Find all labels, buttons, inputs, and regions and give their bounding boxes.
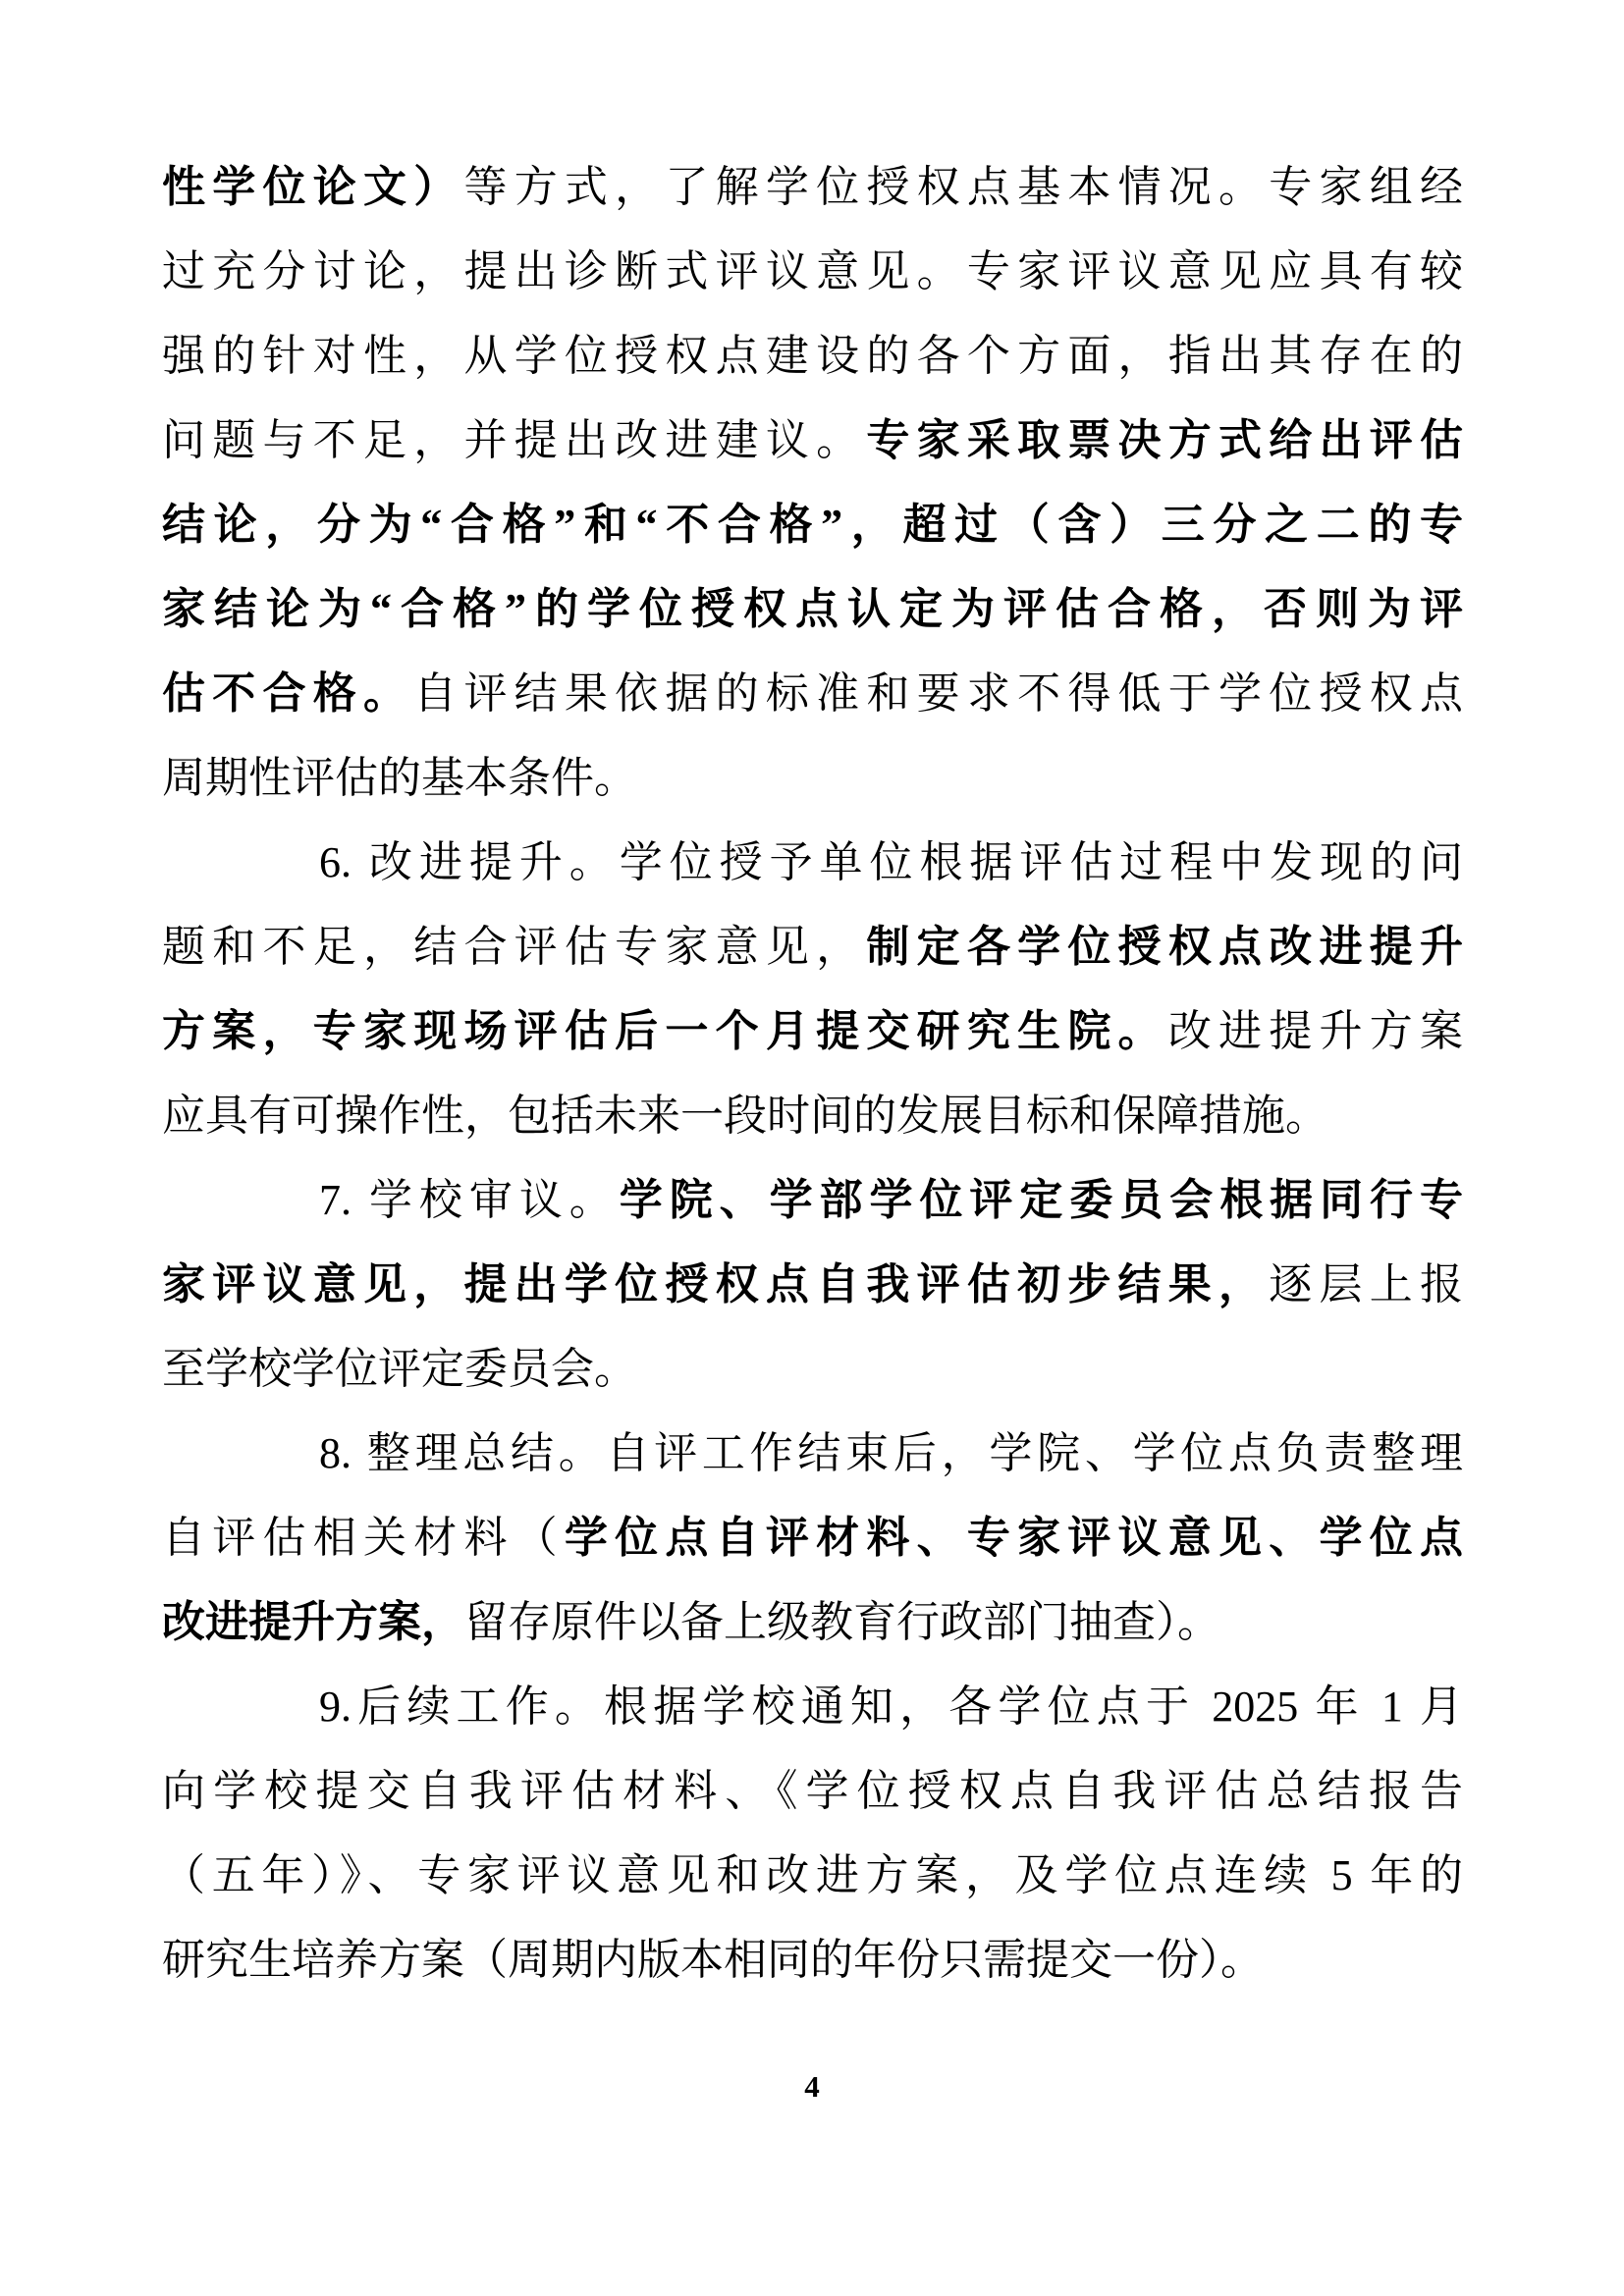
text-run: 结论，分为“合格”和“不合格”，超过（含）三分之二的专 [162,501,1463,549]
text-run: 专家采取票决方式给出评估 [866,416,1463,464]
text-run: 自评结果依据的标准和要求不得低于学位授权点 [413,669,1463,718]
text-line [162,821,1463,905]
text-run: 周期性评估的基本条件。 [162,754,637,802]
text-run: 改进提升方案， [162,1598,464,1646]
text-run: 家评议意见，提出学位授权点自我评估初步结果， [162,1260,1270,1308]
text-run: 学位点自评材料、专家评议意见、学位点 [564,1514,1463,1562]
text-run: 改进提升方案 [1167,1007,1463,1055]
text-line [162,652,1463,736]
text-run: 6. 改进提升。学位授予单位根据评估过程中发现的问 [319,838,1463,886]
text-line [162,483,1463,567]
text-line [162,989,1463,1074]
text-line [162,736,1463,821]
text-run: 逐层上报 [1269,1260,1463,1308]
document-body [162,145,1463,2002]
text-line [162,1158,1463,1243]
text-line [162,1580,1463,1665]
text-line [162,145,1463,230]
text-line [162,230,1463,314]
text-line [162,1496,1463,1580]
text-run: 家结论为“合格”的学位授权点认定为评估合格，否则为评 [162,585,1463,633]
text-run: 学院、学部学位评定委员会根据同行专 [619,1176,1463,1224]
text-line [162,1749,1463,1834]
text-run: 估不合格。 [162,669,414,718]
text-run: 制定各学位授权点改进提升 [866,923,1463,971]
text-run: 留存原件以备上级教育行政部门抽查）。 [464,1598,1220,1646]
text-run: 自评估相关材料（ [162,1514,565,1562]
text-run: 问题与不足，并提出改进建议。 [162,416,867,464]
text-run: 7. 学校审议。 [319,1176,620,1224]
text-run: 题和不足，结合评估专家意见， [162,923,867,971]
text-run: 至学校学位评定委员会。 [162,1345,637,1393]
text-line [162,1918,1463,2002]
text-line [162,567,1463,652]
text-line [162,1243,1463,1327]
text-line [162,399,1463,483]
text-run: 方案，专家现场评估后一个月提交研究生院。 [162,1007,1168,1055]
text-run: 过充分讨论，提出诊断式评议意见。专家评议意见应具有较 [162,247,1463,295]
text-run: 强的针对性，从学位授权点建设的各个方面，指出其存在的 [162,332,1463,380]
text-line [162,1074,1463,1158]
text-run: 等方式，了解学位授权点基本情况。专家组经 [463,163,1463,211]
text-line [162,1327,1463,1412]
text-run: 向学校提交自我评估材料、《学位授权点自我评估总结报告 [162,1767,1463,1815]
text-run: 应具有可操作性，包括未来一段时间的发展目标和保障措施。 [162,1092,1328,1140]
text-run: 性学位论文） [162,163,464,211]
text-line [162,1665,1463,1749]
text-run: 研究生培养方案（周期内版本相同的年份只需提交一份）。 [162,1936,1264,1984]
text-line [162,905,1463,989]
text-run: 9.后续工作。根据学校通知，各学位点于 2025 年 1 月 [319,1682,1463,1731]
text-run: （五年）》、专家评议意见和改进方案，及学位点连续 5 年的 [162,1851,1463,1899]
text-run: 8. 整理总结。自评工作结束后，学院、学位点负责整理 [319,1429,1463,1477]
text-line [162,1834,1463,1918]
page-number: 4 [804,2069,820,2104]
text-line [162,1412,1463,1496]
text-line [162,314,1463,399]
